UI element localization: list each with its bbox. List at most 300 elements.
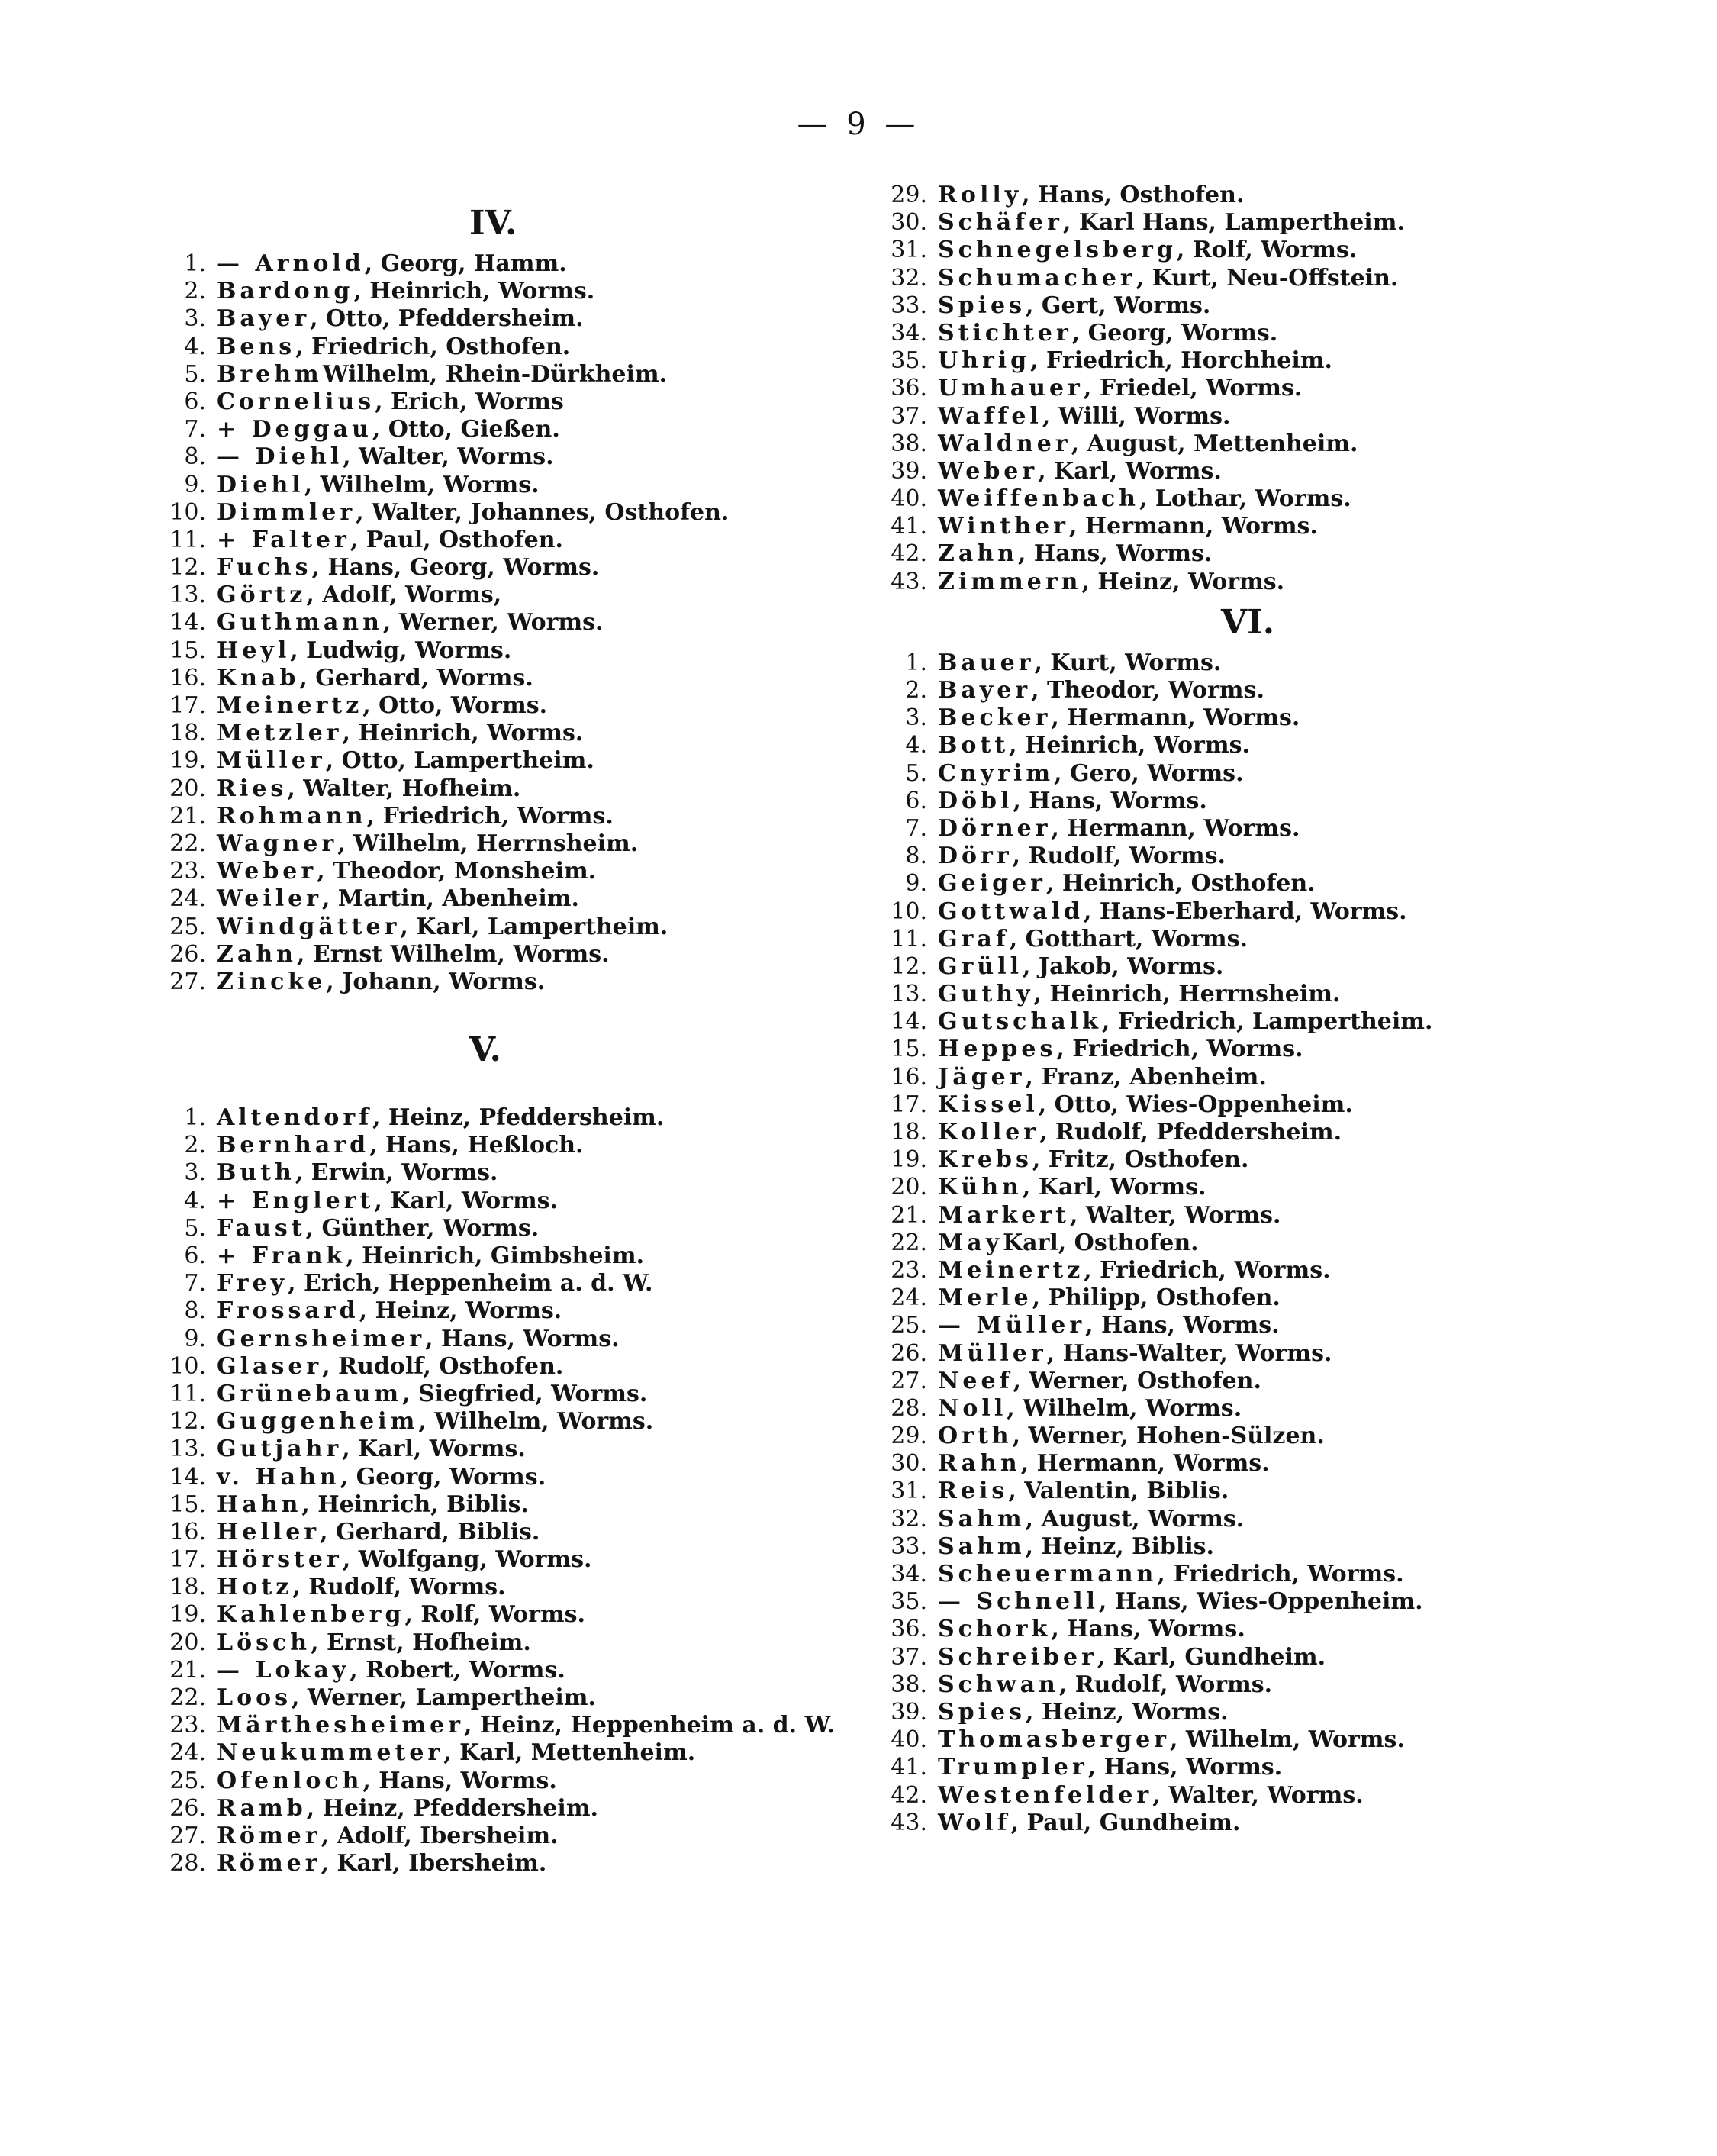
entry-details: , Heinz, Biblis. [1025, 1532, 1214, 1560]
entry-number: 11. [169, 1380, 206, 1407]
list-item [164, 747, 881, 775]
entry-details: , Karl, Worms. [1038, 457, 1222, 485]
list-item [885, 1395, 1648, 1423]
entry-surname: Geiger [938, 870, 1046, 898]
list-item [164, 1104, 881, 1132]
list-item [164, 1601, 881, 1629]
section-vi-list [885, 649, 1648, 1837]
entry-details: , Otto, Lampertheim. [325, 747, 594, 775]
entry-details: , Friedrich, Lampertheim. [1101, 1008, 1433, 1036]
entry-details: , Rudolf, Worms. [1058, 1671, 1273, 1698]
entry-surname: Thomasberger [938, 1726, 1170, 1754]
entry-number: 1. [184, 1104, 206, 1132]
entry-surname: Schumacher [938, 264, 1136, 292]
list-item [164, 830, 881, 858]
entry-details: , Walter, Hofheim. [287, 775, 521, 802]
entry-details: , Franz, Abenheim. [1025, 1063, 1267, 1091]
entry-number: 26. [169, 1794, 206, 1822]
entry-surname: Frey [217, 1270, 288, 1297]
entry-surname: Ramb [217, 1794, 307, 1822]
list-item [164, 1739, 881, 1767]
entry-surname: Glaser [217, 1352, 323, 1380]
entry-details: , Karl, Worms. [342, 1436, 526, 1463]
list-item [164, 1408, 881, 1436]
entry-number: 15. [891, 1036, 927, 1063]
section-heading-v: V. [469, 1030, 501, 1070]
entry-surname: Markert [938, 1201, 1070, 1229]
entry-surname: Cnyrim [938, 759, 1055, 787]
entry-number: 24. [891, 1284, 927, 1312]
entry-number: 37. [891, 402, 927, 430]
list-item [885, 237, 1648, 264]
list-item [885, 320, 1648, 347]
list-item [164, 1629, 881, 1657]
list-item [164, 1188, 881, 1215]
entry-surname: Römer [217, 1850, 321, 1877]
list-item [164, 1436, 881, 1463]
list-item [164, 1381, 881, 1408]
entry-details: , Hans-Eberhard, Worms. [1083, 898, 1407, 925]
entry-details: , Rolf, Worms. [1176, 237, 1358, 264]
entry-number: 24. [169, 1739, 206, 1767]
entry-number: 18. [169, 1574, 206, 1601]
entry-details: , Hans, Worms. [1013, 787, 1207, 814]
list-item [164, 1215, 881, 1242]
entry-number: 10. [169, 498, 206, 526]
entry-surname: + Englert [217, 1187, 375, 1214]
entry-number: 16. [891, 1063, 927, 1091]
list-item [164, 1297, 881, 1325]
entry-number: 25. [169, 1767, 206, 1794]
entry-number: 39. [891, 457, 927, 485]
entry-details: , Hans, Worms. [1017, 540, 1213, 568]
list-item [885, 677, 1648, 704]
entry-number: 2. [184, 1132, 206, 1159]
entry-surname: Brehm [217, 360, 323, 388]
entry-details: , Hans, Wies-Oppenheim. [1098, 1588, 1423, 1616]
entry-details: Karl, Osthofen. [1003, 1229, 1199, 1256]
list-item [885, 513, 1648, 540]
entry-surname: Bauer [938, 649, 1035, 676]
entry-details: , Wilhelm, Worms. [1007, 1394, 1242, 1422]
list-item [164, 637, 881, 665]
entry-surname: Hahn [217, 1491, 302, 1518]
list-item [885, 926, 1648, 953]
entry-surname: Hörster [217, 1546, 343, 1574]
left-column [164, 197, 881, 1877]
list-item [885, 788, 1648, 815]
entry-details: , Hans, Heßloch. [369, 1132, 584, 1159]
entry-surname: Heppes [938, 1036, 1057, 1063]
entry-surname: Rolly [938, 182, 1023, 208]
entry-details: Wilhelm, Rhein-Dürkheim. [322, 360, 668, 388]
entry-surname: Hotz [217, 1574, 293, 1601]
entry-details: , Siegfried, Worms. [402, 1380, 648, 1407]
entry-details: , Hans, Worms. [1051, 1616, 1245, 1643]
entry-number: 18. [169, 720, 206, 747]
list-item [885, 760, 1648, 788]
entry-number: 24. [169, 885, 206, 913]
list-item [164, 499, 881, 527]
list-item [885, 1754, 1648, 1781]
entry-number: 7. [184, 1270, 206, 1297]
entry-number: 21. [891, 1201, 927, 1229]
entry-surname: Knab [217, 664, 300, 691]
entry-surname: + Falter [217, 526, 350, 553]
entry-details: , Günther, Worms. [305, 1214, 540, 1242]
list-item [164, 803, 881, 830]
entry-surname: — Arnold [217, 250, 365, 277]
list-item [885, 898, 1648, 926]
entry-surname: Waldner [938, 430, 1071, 457]
entry-number: 5. [905, 759, 927, 787]
entry-surname: Gutschalk [938, 1008, 1102, 1036]
list-item [885, 1119, 1648, 1146]
entry-surname: Koller [938, 1119, 1040, 1146]
entry-surname: Schork [938, 1616, 1052, 1643]
entry-number: 7. [184, 416, 206, 443]
entry-number: 19. [169, 747, 206, 775]
entry-number: 43. [891, 1809, 927, 1836]
entry-number: 7. [905, 814, 927, 842]
entry-surname: Kahlenberg [217, 1601, 405, 1629]
entry-details: , Hans, Georg, Worms. [311, 554, 600, 582]
entry-details: , Karl, Worms. [1022, 1174, 1206, 1201]
list-item [885, 1699, 1648, 1726]
entry-surname: Bayer [938, 677, 1032, 704]
entry-surname: Spies [938, 1698, 1026, 1726]
entry-surname: Trumpler [938, 1754, 1088, 1781]
entry-details: , Rudolf, Worms. [1012, 843, 1226, 870]
entry-surname: Grünebaum [217, 1380, 403, 1407]
list-item [885, 704, 1648, 732]
list-item [885, 540, 1648, 568]
section-heading-vi: VI. [1221, 602, 1275, 642]
entry-details: , Walter, Johannes, Osthofen. [356, 498, 730, 526]
list-item [885, 458, 1648, 485]
entry-surname: — Diehl [217, 443, 343, 471]
entry-surname: — Lokay [217, 1656, 350, 1684]
list-item [885, 1368, 1648, 1395]
entry-details: , Jakob, Worms. [1023, 952, 1224, 980]
entry-details: , Otto, Gießen. [372, 416, 560, 443]
entry-number: 18. [891, 1119, 927, 1146]
list-item [885, 1202, 1648, 1229]
list-item [885, 1064, 1648, 1091]
entry-details: , Kurt, Worms. [1034, 649, 1222, 676]
right-column [885, 182, 1648, 1837]
entry-number: 12. [169, 1408, 206, 1436]
entry-details: , Paul, Gundheim. [1010, 1809, 1241, 1836]
entry-number: 38. [891, 1671, 927, 1698]
entry-details: , Werner, Lampertheim. [292, 1684, 596, 1711]
entry-number: 29. [891, 1423, 927, 1450]
entry-number: 25. [169, 913, 206, 940]
entry-details: , Gerhard, Biblis. [320, 1518, 540, 1545]
entry-number: 22. [169, 830, 206, 857]
entry-number: 42. [891, 1781, 927, 1809]
entry-details: , Friedel, Worms. [1083, 375, 1303, 402]
entry-surname: Zahn [938, 540, 1018, 568]
list-item [885, 403, 1648, 430]
entry-surname: Görtz [217, 582, 307, 609]
entry-details: , Friedrich, Worms. [1056, 1036, 1303, 1063]
entry-surname: Windgätter [217, 913, 401, 940]
entry-number: 38. [891, 430, 927, 457]
entry-number: 25. [891, 1312, 927, 1339]
entry-number: 21. [169, 1656, 206, 1684]
entry-details: , Fritz, Osthofen. [1032, 1146, 1249, 1174]
list-item [164, 1822, 881, 1850]
entry-details: , Heinrich, Worms. [353, 278, 595, 305]
list-item [164, 1464, 881, 1491]
list-item [164, 914, 881, 941]
entry-details: , Heinrich, Worms. [342, 720, 584, 747]
entry-details: , Friedrich, Osthofen. [295, 333, 571, 360]
entry-number: 23. [891, 1256, 927, 1284]
entry-surname: Reis [938, 1478, 1009, 1505]
entry-details: , Lothar, Worms. [1139, 485, 1351, 513]
entry-details: , Hermann, Worms. [1068, 513, 1318, 540]
entry-number: 35. [891, 347, 927, 375]
list-item [885, 1671, 1648, 1699]
entry-number: 9. [905, 870, 927, 898]
entry-number: 8. [184, 1297, 206, 1325]
entry-details: , Hermann, Worms. [1020, 1450, 1270, 1478]
entry-surname: + Deggau [217, 416, 372, 443]
entry-number: 39. [891, 1698, 927, 1726]
entry-number: 16. [169, 1518, 206, 1545]
entry-number: 40. [891, 1726, 927, 1754]
entry-details: , Friedrich, Worms. [1157, 1561, 1404, 1587]
entry-details: , Adolf, Worms, [306, 582, 502, 609]
entry-details: , Otto, Pfeddersheim. [310, 305, 584, 333]
entry-number: 4. [905, 732, 927, 759]
entry-surname: Dörner [938, 814, 1052, 842]
entry-details: , Heinz, Worms. [1081, 568, 1285, 595]
entry-details: , Willi, Worms. [1042, 402, 1231, 430]
list-item [885, 981, 1648, 1008]
entry-number: 1. [184, 250, 206, 277]
entry-details: , Karl, Gundheim. [1097, 1643, 1326, 1671]
entry-surname: Noll [938, 1394, 1007, 1422]
list-item [164, 554, 881, 582]
entry-number: 10. [169, 1352, 206, 1380]
entry-details: , Heinrich, Herrnsheim. [1033, 981, 1341, 1008]
entry-number: 20. [169, 775, 206, 802]
entry-details: , Karl, Worms. [374, 1187, 559, 1214]
list-item [885, 1146, 1648, 1174]
entry-details: , Heinz, Pfeddersheim. [306, 1794, 599, 1822]
entry-surname: Metzler [217, 720, 343, 747]
entry-surname: Sahm [938, 1532, 1026, 1560]
entry-number: 19. [891, 1146, 927, 1174]
entry-details: , Gert, Worms. [1026, 292, 1211, 319]
list-item [164, 1132, 881, 1159]
entry-number: 9. [184, 471, 206, 498]
entry-number: 9. [184, 1325, 206, 1352]
entry-details: , Wilhelm, Worms. [304, 471, 540, 498]
entry-surname: Weiffenbach [938, 485, 1139, 513]
entry-number: 17. [169, 692, 206, 719]
list-item [164, 278, 881, 305]
entry-number: 28. [891, 1394, 927, 1422]
entry-details: , Wilhelm, Herrnsheim. [337, 830, 639, 857]
entry-surname: Guthy [938, 981, 1034, 1008]
entry-surname: Wolf [938, 1809, 1011, 1836]
entry-number: 15. [169, 636, 206, 664]
entry-number: 6. [184, 388, 206, 415]
entry-number: 11. [169, 526, 206, 553]
entry-surname: Meinertz [217, 692, 363, 719]
entry-details: , Heinz, Worms. [1026, 1698, 1229, 1726]
entry-number: 22. [891, 1229, 927, 1256]
entry-surname: Meinertz [938, 1256, 1084, 1284]
entry-details: , Rudolf, Pfeddersheim. [1039, 1119, 1342, 1146]
list-item [164, 720, 881, 747]
entry-details: , Wilhelm, Worms. [418, 1408, 654, 1436]
list-item [885, 1644, 1648, 1671]
entry-details: , Walter, Worms. [1070, 1201, 1281, 1229]
list-item [164, 334, 881, 361]
list-item [885, 430, 1648, 458]
list-item [885, 292, 1648, 320]
entry-surname: Kühn [938, 1174, 1023, 1201]
list-item [164, 443, 881, 471]
entry-number: 36. [891, 375, 927, 402]
entry-number: 26. [891, 1339, 927, 1367]
list-item [164, 472, 881, 499]
entry-number: 15. [169, 1491, 206, 1518]
list-item [164, 1768, 881, 1795]
entry-number: 30. [891, 1450, 927, 1478]
entry-details: , Hans-Walter, Worms. [1046, 1339, 1332, 1367]
entry-details: , Karl, Lampertheim. [400, 913, 668, 940]
entry-number: 1. [905, 649, 927, 676]
entry-details: , Gero, Worms. [1054, 759, 1244, 787]
entry-details: , Adolf, Ibersheim. [321, 1822, 559, 1849]
entry-number: 20. [891, 1174, 927, 1201]
entry-details: , Wolfgang, Worms. [342, 1546, 592, 1574]
list-item [885, 1091, 1648, 1119]
list-item [885, 843, 1648, 870]
list-item [164, 1353, 881, 1381]
entry-surname: Buth [217, 1159, 295, 1187]
entry-details: , Ernst Wilhelm, Worms. [296, 940, 610, 968]
entry-details: , Ernst, Hofheim. [311, 1629, 531, 1656]
entry-details: , Hermann, Worms. [1051, 814, 1300, 842]
list-item [164, 1159, 881, 1187]
entry-number: 8. [905, 843, 927, 870]
entry-details: , Hans, Osthofen. [1022, 182, 1245, 208]
list-item [885, 1340, 1648, 1368]
entry-surname: Diehl [217, 471, 304, 498]
entry-surname: + Frank [217, 1242, 346, 1269]
entry-details: , Ludwig, Worms. [290, 636, 512, 664]
entry-number: 34. [891, 1561, 927, 1587]
list-item [885, 1312, 1648, 1339]
entry-number: 3. [184, 1159, 206, 1187]
entry-number: 14. [169, 1463, 206, 1491]
list-item [164, 527, 881, 554]
entry-number: 3. [905, 704, 927, 732]
list-item [885, 485, 1648, 513]
entry-surname: Lösch [217, 1629, 311, 1656]
entry-details: , Hermann, Worms. [1051, 704, 1300, 732]
list-item [164, 1657, 881, 1684]
section-v-continued-list [885, 182, 1648, 596]
entry-surname: Bott [938, 732, 1010, 759]
list-item [164, 609, 881, 636]
list-item [885, 1533, 1648, 1561]
list-item [885, 649, 1648, 677]
entry-number: 2. [905, 677, 927, 704]
entry-surname: Rohmann [217, 802, 367, 830]
entry-number: 35. [891, 1588, 927, 1616]
entry-details: , Paul, Osthofen. [350, 526, 563, 553]
entry-details: , Georg, Worms. [1071, 319, 1278, 346]
entry-surname: Bayer [217, 305, 311, 333]
list-item [164, 388, 881, 416]
entry-details: , August, Mettenheim. [1071, 430, 1358, 457]
entry-details: , Erich, Worms [375, 388, 564, 415]
entry-surname: Ofenloch [217, 1767, 363, 1794]
list-item [885, 815, 1648, 843]
entry-number: 23. [169, 858, 206, 885]
entry-number: 2. [184, 278, 206, 305]
list-item [164, 968, 881, 996]
entry-surname: Märthesheimer [217, 1712, 465, 1739]
entry-surname: Uhrig [938, 347, 1031, 375]
entry-surname: Westenfelder [938, 1781, 1153, 1809]
entry-surname: Sahm [938, 1505, 1026, 1532]
entry-surname: v. Hahn [217, 1463, 340, 1491]
entry-details: , Karl, Mettenheim. [443, 1739, 696, 1767]
entry-number: 26. [169, 940, 206, 968]
entry-surname: Schwan [938, 1671, 1059, 1698]
entry-surname: Frossard [217, 1297, 359, 1325]
entry-surname: Guggenheim [217, 1408, 419, 1436]
list-item [885, 209, 1648, 237]
list-item [164, 775, 881, 803]
entry-surname: Schäfer [938, 209, 1063, 237]
list-item [164, 1712, 881, 1739]
entry-details: , Erwin, Worms. [295, 1159, 498, 1187]
entry-details: , Heinz, Pfeddersheim. [372, 1104, 665, 1132]
entry-details: , Heinz, Worms. [359, 1297, 562, 1325]
entry-number: 8. [184, 443, 206, 471]
entry-surname: Loos [217, 1684, 292, 1711]
list-item [885, 1810, 1648, 1837]
list-item [885, 732, 1648, 759]
entry-number: 3. [184, 305, 206, 333]
entry-number: 17. [891, 1091, 927, 1118]
entry-number: 36. [891, 1616, 927, 1643]
entry-details: , Wilhelm, Worms. [1169, 1726, 1405, 1754]
list-item [164, 1270, 881, 1297]
list-item [164, 941, 881, 968]
entry-surname: Merle [938, 1284, 1032, 1312]
list-item [885, 182, 1648, 209]
entry-number: 13. [891, 981, 927, 1008]
list-item [164, 858, 881, 885]
entry-details: , Karl Hans, Lampertheim. [1062, 209, 1405, 237]
entry-number: 12. [891, 952, 927, 980]
list-item [164, 1795, 881, 1822]
entry-details: , August, Worms. [1025, 1505, 1245, 1532]
list-item [885, 1423, 1648, 1450]
entry-details: , Friedrich, Worms. [366, 802, 614, 830]
